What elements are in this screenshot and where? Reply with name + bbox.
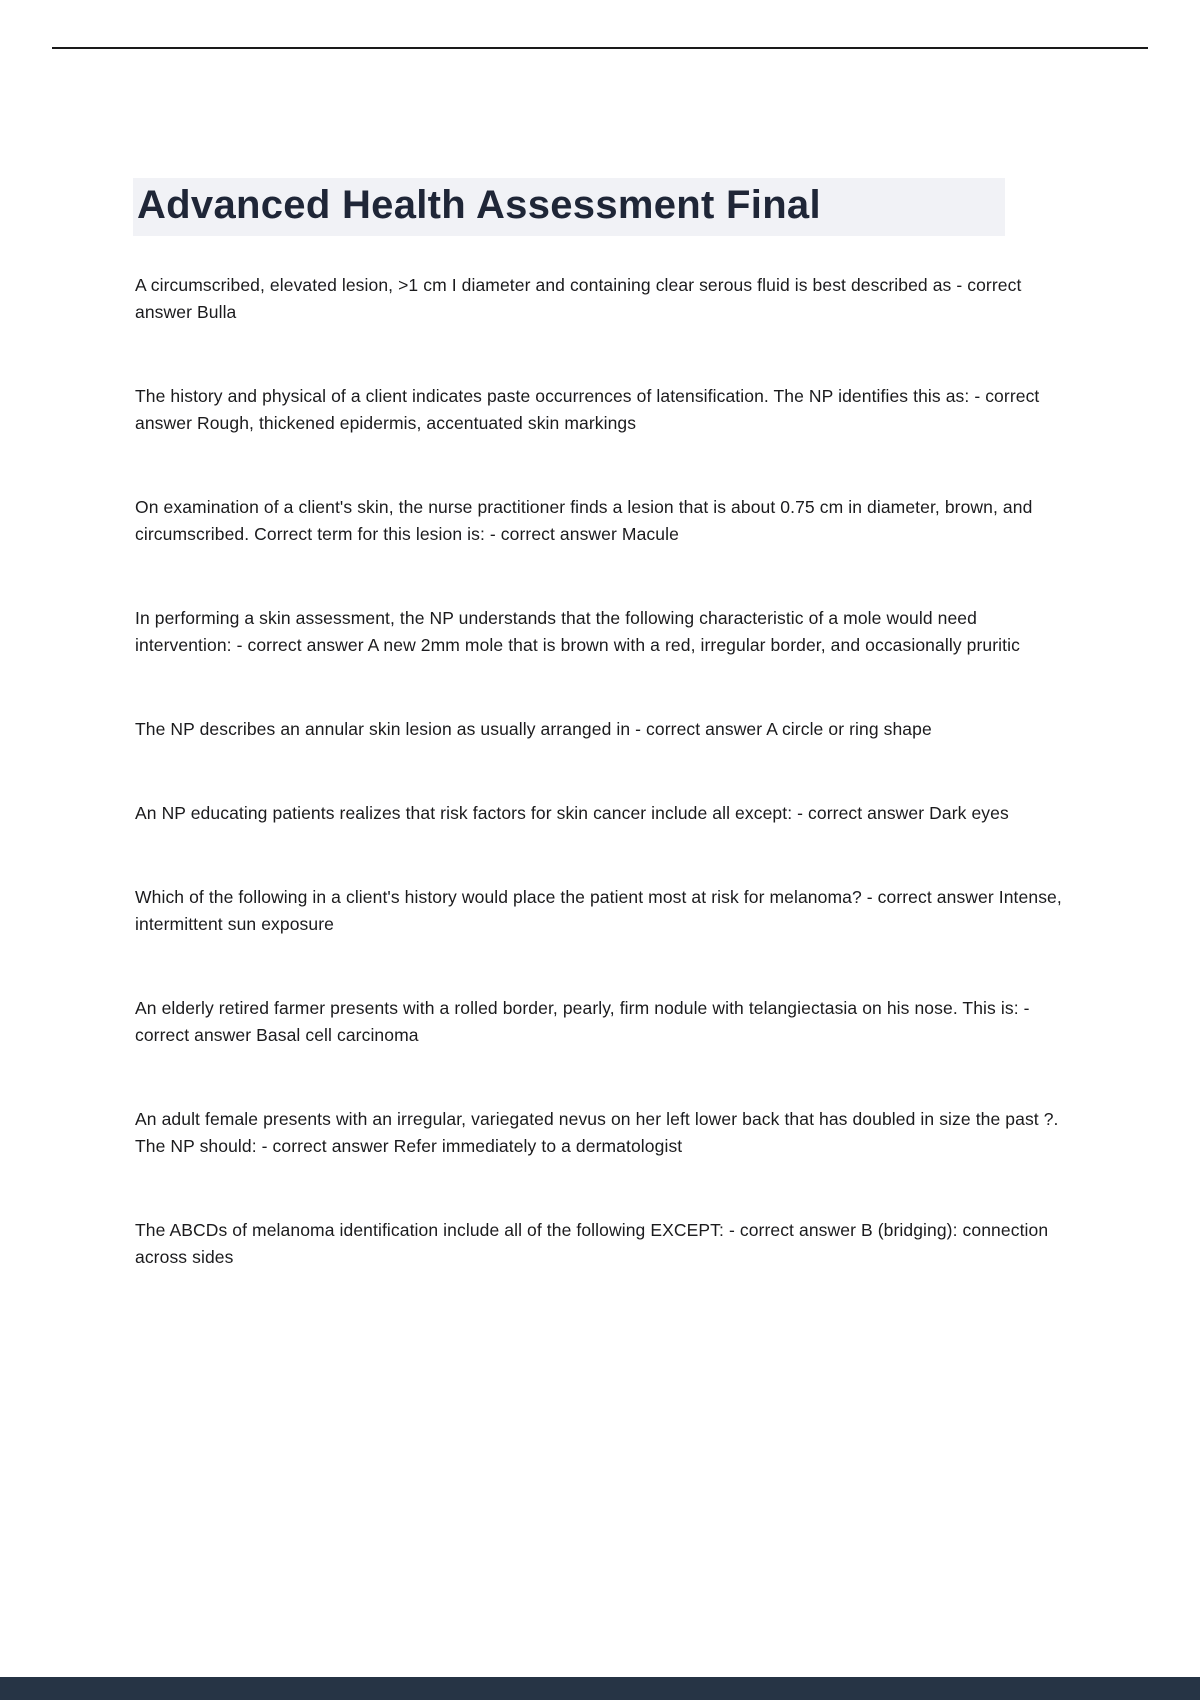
qa-paragraph: The history and physical of a client indicates paste occurrences of latensification. The NP identifies this as: - correct answer Rough, thickened epidermis, accentuated skin markings xyxy=(135,386,1040,433)
qa-paragraph: The NP describes an annular skin lesion as usually arranged in - correct answer A circle or ring shape xyxy=(135,719,932,739)
top-rule xyxy=(52,47,1148,49)
qa-paragraph: An NP educating patients realizes that risk factors for skin cancer include all except: - correct answer Dark eyes xyxy=(135,803,1009,823)
qa-paragraph: Which of the following in a client's history would place the patient most at risk for melanoma? - correct answer Intense, intermittent sun exposure xyxy=(135,887,1062,934)
qa-paragraph: An adult female presents with an irregular, variegated nevus on her left lower back that has doubled in size the past ?. The NP should: - correct answer Refer immediately to a dermatologist xyxy=(135,1109,1059,1156)
page-title: Advanced Health Assessment Final xyxy=(133,178,1005,236)
qa-paragraph: The ABCDs of melanoma identification include all of the following EXCEPT: - correct answer B (bridging): connection across sides xyxy=(135,1220,1049,1267)
qa-paragraph: A circumscribed, elevated lesion, >1 cm I diameter and containing clear serous fluid is best described as - correct answer Bulla xyxy=(135,275,1022,322)
bottom-bar xyxy=(0,1677,1200,1700)
qa-paragraph: An elderly retired farmer presents with a rolled border, pearly, firm nodule with telangiectasia on his nose. This is: - correct answer Basal cell carcinoma xyxy=(135,998,1030,1045)
qa-paragraph: In performing a skin assessment, the NP understands that the following characteristic of a mole would need intervention: - correct answer A new 2mm mole that is brown with a red, irregular border, and occasionally pruritic xyxy=(135,608,1020,655)
qa-paragraph: On examination of a client's skin, the nurse practitioner finds a lesion that is about 0.75 cm in diameter, brown, and circumscribed. Correct term for this lesion is: - correct answer Macule xyxy=(135,497,1033,544)
document-body xyxy=(135,272,1070,1328)
